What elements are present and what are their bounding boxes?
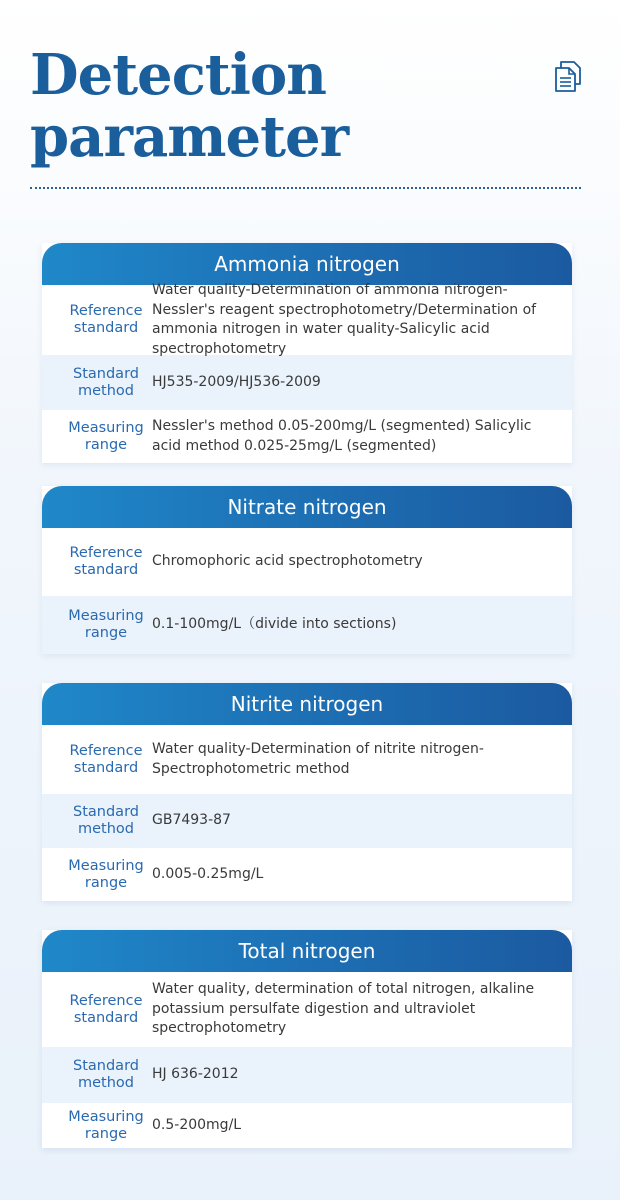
card-title: Total nitrogen [42, 930, 572, 972]
card-nitrite-nitrogen [42, 683, 572, 901]
row-value: Water quality, determination of total nitrogen, alkaline potassium persulfate digestion and ultraviolet spectrophotometry [152, 981, 535, 1037]
row-label: Reference standard [69, 992, 143, 1026]
row-value: Chromophoric acid spectrophotometry [152, 553, 423, 570]
row-value: Water quality-Determination of ammonia nitrogen-Nessler's reagent spectrophotometry/Determination of ammonia nitrogen in water quality-Salicylic acid spectrophotometry [152, 282, 537, 357]
row-label: Standard method [73, 804, 139, 837]
row-label: Measuring range [68, 419, 144, 453]
page-title-line-1: Detection [30, 42, 326, 108]
row-label: Reference standard [69, 545, 143, 578]
row-value: GB7493-87 [152, 812, 231, 829]
row-reference-standard [42, 528, 572, 596]
row-measuring-range [42, 1103, 572, 1148]
row-measuring-range [42, 596, 572, 654]
row-reference-standard [42, 972, 572, 1047]
page-title [30, 44, 348, 168]
row-label: Reference standard [69, 742, 143, 776]
row-label: Measuring range [68, 857, 144, 891]
row-value: HJ 636-2012 [152, 1066, 239, 1083]
row-label: Standard method [73, 1058, 139, 1091]
title-divider [30, 187, 581, 189]
row-label: Reference standard [69, 303, 143, 336]
row-label: Measuring range [68, 1108, 144, 1142]
card-ammonia-nitrogen [42, 243, 572, 463]
row-value: Water quality-Determination of nitrite nitrogen-Spectrophotometric method [152, 741, 484, 777]
row-label: Measuring range [68, 608, 144, 641]
row-standard-method [42, 1047, 572, 1103]
row-reference-standard [42, 282, 572, 357]
row-measuring-range [42, 848, 572, 901]
row-value: HJ535-2009/HJ536-2009 [152, 373, 321, 390]
row-reference-standard [42, 725, 572, 794]
card-total-nitrogen [42, 930, 572, 1148]
row-value: 0.5-200mg/L [152, 1116, 242, 1133]
row-standard-method [42, 794, 572, 848]
card-title: Nitrate nitrogen [42, 486, 572, 528]
card-title: Ammonia nitrogen [42, 243, 572, 285]
row-measuring-range [42, 410, 572, 463]
row-standard-method [42, 355, 572, 410]
card-nitrate-nitrogen [42, 486, 572, 654]
row-label: Standard method [73, 365, 139, 399]
row-value: 0.005-0.25mg/L [152, 865, 264, 882]
page-title-line-2: parameter [30, 104, 349, 170]
document-copy-icon [552, 58, 588, 94]
row-value: Nessler's method 0.05-200mg/L (segmented) Salicylic acid method 0.025-25mg/L (segmented) [152, 418, 532, 454]
card-title: Nitrite nitrogen [42, 683, 572, 725]
row-value: 0.1-100mg/L（divide into sections) [152, 616, 397, 633]
